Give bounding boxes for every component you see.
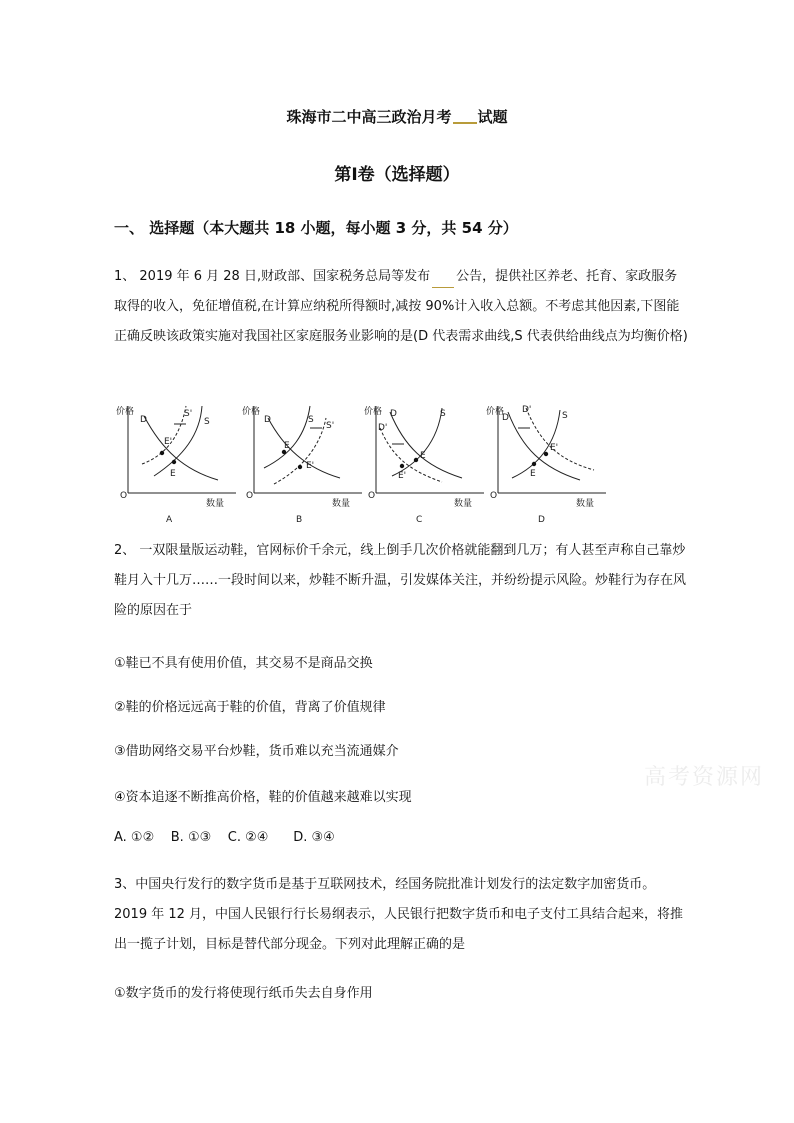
graph-b-y-label: 价格 — [242, 407, 261, 417]
graph-c-point-e: E — [420, 451, 426, 461]
graph-b-curve-d: D — [264, 415, 271, 425]
graph-c-origin: O — [368, 491, 376, 501]
graph-c-curve-d: D — [390, 409, 397, 419]
graph-d-curve-s: S — [562, 411, 568, 421]
title-blank — [453, 122, 477, 124]
q2-item-3: ③借助网络交易平台炒鞋，货币难以充当流通媒介 — [114, 744, 399, 759]
graph-b-origin: O — [246, 491, 254, 501]
graph-b-point-e: E — [284, 441, 290, 451]
section-heading: 一、 选择题（本大题共 18 小题，每小题 3 分，共 54 分） — [114, 219, 518, 237]
graph-a-curve-s2: S' — [184, 409, 193, 419]
graph-c — [362, 398, 488, 523]
graph-a-origin: O — [120, 491, 128, 501]
question-3-stem: 3、中国央行发行的数字货币是基于互联网技术，经国务院批准计划发行的法定数字加密货币。2019 年 12 月，中国人民银行行长易纲表示，人民银行把数字货币和电子支付工具结合起来，将推出一揽子计划，目标是替代部分现金。下列对此理解正确的是 — [114, 877, 684, 952]
graph-d-origin: O — [490, 491, 498, 501]
graph-c-y-label: 价格 — [364, 407, 383, 417]
graph-a-point-e: E — [170, 469, 176, 479]
graph-d-curve-d2: D' — [522, 405, 532, 415]
q2-choices: A. ①② B. ①③ C. ②④ D. ③④ — [114, 830, 335, 845]
graph-b-curve-s2: S' — [326, 421, 335, 431]
graph-d-point-e: E — [530, 469, 536, 479]
graph-b-curve-s: S — [308, 415, 314, 425]
graph-d — [484, 398, 610, 523]
graph-b-label: B — [296, 515, 303, 523]
graph-a-x-label: 数量 — [206, 499, 225, 509]
graph-a — [114, 398, 240, 523]
graph-b-point-e2: E' — [306, 461, 315, 471]
graph-c-label: C — [416, 515, 423, 523]
graph-d-point-e2: E' — [550, 443, 559, 453]
q2-item-4: ④资本追逐不断推高价格，鞋的价值越来越难以实现 — [114, 790, 412, 805]
graph-c-curve-s: S — [440, 409, 446, 419]
graph-d-label: D — [538, 515, 545, 523]
graph-c-curve-d2: D' — [378, 423, 388, 433]
graph-a-label: A — [166, 515, 173, 523]
exam-title: 珠海市二中高三政治月考 试题 — [286, 108, 508, 126]
graph-d-y-label: 价格 — [486, 407, 505, 417]
graph-a-y-label: 价格 — [116, 407, 135, 417]
q2-item-1: ①鞋已不具有使用价值，其交易不是商品交换 — [114, 656, 373, 671]
graph-d-curve-d: D — [502, 413, 509, 423]
graph-c-point-e2: E' — [398, 471, 407, 481]
question-1-stem: 1、 2019 年 6 月 28 日,财政部、国家税务总局等发布 公告，提供社区养老、托育、家政服务取得的收入，免征增值税,在计算应纳税所得额时,减按 90%计入收入总额。不考虑其他因素,下图能正确反映该政策实施对我国社区家庭服务业影响的是(D 代表需求曲线,S 代表供给曲线点为均衡价格) — [114, 269, 688, 344]
graph-c-x-label: 数量 — [454, 499, 473, 509]
watermark: 高考资源网 — [643, 765, 764, 790]
q3-item-1: ①数字货币的发行将使现行纸币失去自身作用 — [114, 986, 373, 1001]
graph-a-point-e2: E' — [164, 437, 173, 447]
volume-heading: 第Ⅰ卷（选择题） — [334, 165, 460, 185]
graph-b — [240, 398, 366, 523]
graph-a-curve-d: D — [140, 415, 147, 425]
graph-a-curve-s: S — [204, 417, 210, 427]
graph-d-x-label: 数量 — [576, 499, 595, 509]
q1-blank — [432, 287, 454, 288]
q2-item-2: ②鞋的价格远远高于鞋的价值，背离了价值规律 — [114, 700, 386, 715]
question-2-stem: 2、 一双限量版运动鞋，官网标价千余元，线上倒手几次价格就能翻到几万；有人甚至声称自己靠炒鞋月入十几万……一段时间以来，炒鞋不断升温，引发媒体关注，并纷纷提示风险。炒鞋行为存在风险的原因在于 — [114, 543, 687, 618]
graph-b-x-label: 数量 — [332, 499, 351, 509]
